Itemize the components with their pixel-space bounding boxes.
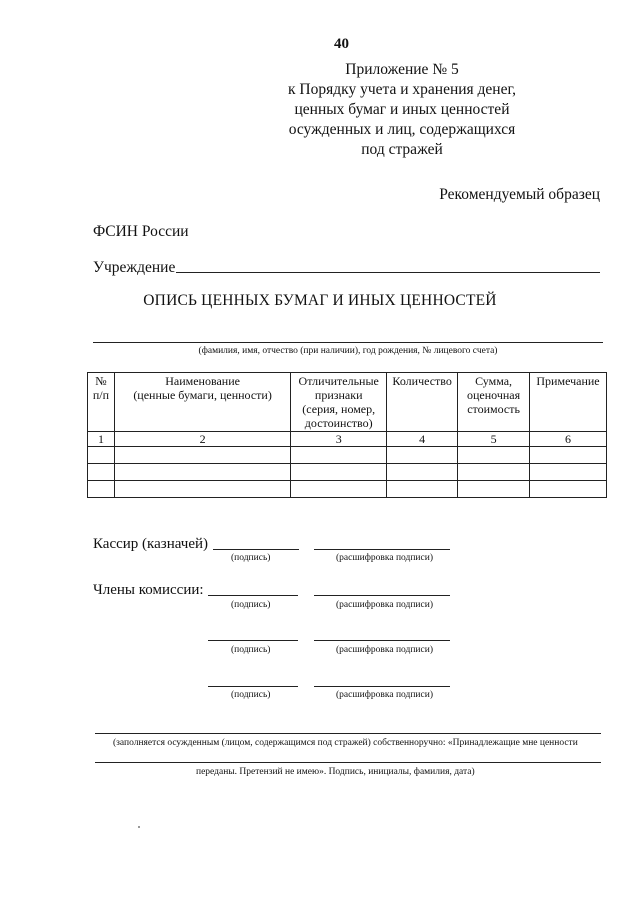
- decoding-caption: (расшифровка подписи): [336, 600, 433, 610]
- signature-caption: (подпись): [231, 690, 271, 700]
- cashier-signature-line[interactable]: [213, 549, 299, 550]
- fio-caption: (фамилия, имя, отчество (при наличии), год рождения, № лицевого счета): [198, 346, 498, 356]
- table-cell[interactable]: [114, 481, 290, 498]
- table-cell[interactable]: [530, 447, 607, 464]
- header-cell-note: [530, 373, 607, 432]
- table-cell[interactable]: [291, 447, 387, 464]
- member2-decoding-line[interactable]: [314, 640, 450, 641]
- appendix-line: под стражей: [361, 141, 443, 158]
- signature-caption: (подпись): [231, 645, 271, 655]
- document-title: ОПИСЬ ЦЕННЫХ БУМАГ И ИНЫХ ЦЕННОСТЕЙ: [143, 292, 497, 309]
- member3-signature-line[interactable]: [208, 686, 298, 687]
- table-cell[interactable]: [291, 481, 387, 498]
- header-cell-amount: [458, 373, 530, 432]
- member3-decoding-line[interactable]: [314, 686, 450, 687]
- column-number-cell: 3: [291, 432, 387, 447]
- header-text: Примечание: [536, 374, 600, 388]
- table-cell[interactable]: [530, 481, 607, 498]
- table-cell[interactable]: [387, 481, 458, 498]
- column-number-cell: 4: [387, 432, 458, 447]
- header-text: № п/п: [92, 374, 110, 402]
- decoding-caption: (расшифровка подписи): [336, 690, 433, 700]
- page-number: 40: [334, 36, 349, 52]
- footnote-line-1: (заполняется осужденным (лицом, содержащимся под стражей) собственноручно: «Принадлежащие мне ценности: [113, 738, 578, 748]
- column-number-cell: 6: [530, 432, 607, 447]
- header-cell-number: [88, 373, 115, 432]
- handwritten-line-2[interactable]: [95, 762, 601, 763]
- appendix-line: к Порядку учета и хранения денег,: [288, 81, 516, 98]
- header-cell-name: [114, 373, 290, 432]
- appendix-line: ценных бумаг и иных ценностей: [294, 101, 510, 118]
- cashier-label: Кассир (казначей): [93, 536, 209, 552]
- column-number-cell: 1: [88, 432, 115, 447]
- table-row: [88, 481, 607, 498]
- appendix-line: осужденных и лиц, содержащихся: [288, 121, 516, 138]
- sample-label: Рекомендуемый образец: [439, 186, 600, 203]
- table-cell[interactable]: [88, 464, 115, 481]
- table-cell[interactable]: [114, 447, 290, 464]
- table-cell[interactable]: [88, 481, 115, 498]
- table-cell[interactable]: [458, 447, 530, 464]
- fio-field-line: [93, 342, 603, 343]
- member1-decoding-line[interactable]: [314, 595, 450, 596]
- member1-signature-line[interactable]: [208, 595, 298, 596]
- footnote-line-2: переданы. Претензий не имею». Подпись, инициалы, фамилия, дата): [196, 767, 475, 777]
- signature-caption: (подпись): [231, 600, 271, 610]
- signature-caption: (подпись): [231, 553, 271, 563]
- table-cell[interactable]: [88, 447, 115, 464]
- table-cell[interactable]: [530, 464, 607, 481]
- decoding-caption: (расшифровка подписи): [336, 645, 433, 655]
- cashier-decoding-line[interactable]: [314, 549, 450, 550]
- table-cell[interactable]: [458, 481, 530, 498]
- table-cell[interactable]: [387, 447, 458, 464]
- agency-name: ФСИН России: [93, 223, 189, 240]
- institution-label: Учреждение: [93, 259, 176, 276]
- header-cell-features: [291, 373, 387, 432]
- table-cell[interactable]: [458, 464, 530, 481]
- header-text: Наименование (ценные бумаги, ценности): [133, 374, 272, 402]
- table-cell[interactable]: [387, 464, 458, 481]
- decoding-caption: (расшифровка подписи): [336, 553, 433, 563]
- table-row: [88, 447, 607, 464]
- appendix-block: [252, 60, 552, 160]
- handwritten-line-1[interactable]: [95, 733, 601, 734]
- institution-field-line: [176, 272, 600, 273]
- header-text: Количество: [392, 374, 452, 388]
- header-text: Отличительные признаки (серия, номер, достоинство): [298, 374, 379, 430]
- column-number-cell: 2: [114, 432, 290, 447]
- table-cell[interactable]: [114, 464, 290, 481]
- commission-label: Члены комиссии:: [93, 582, 204, 598]
- table-row: [88, 464, 607, 481]
- column-number-cell: 5: [458, 432, 530, 447]
- scan-speck: [138, 826, 140, 828]
- inventory-table: [87, 372, 607, 498]
- member2-signature-line[interactable]: [208, 640, 298, 641]
- column-number-row: [88, 432, 607, 447]
- appendix-line: Приложение № 5: [345, 61, 459, 78]
- table-header-row: [88, 373, 607, 432]
- header-cell-quantity: [387, 373, 458, 432]
- header-text: Сумма, оценочная стоимость: [466, 374, 521, 416]
- table-cell[interactable]: [291, 464, 387, 481]
